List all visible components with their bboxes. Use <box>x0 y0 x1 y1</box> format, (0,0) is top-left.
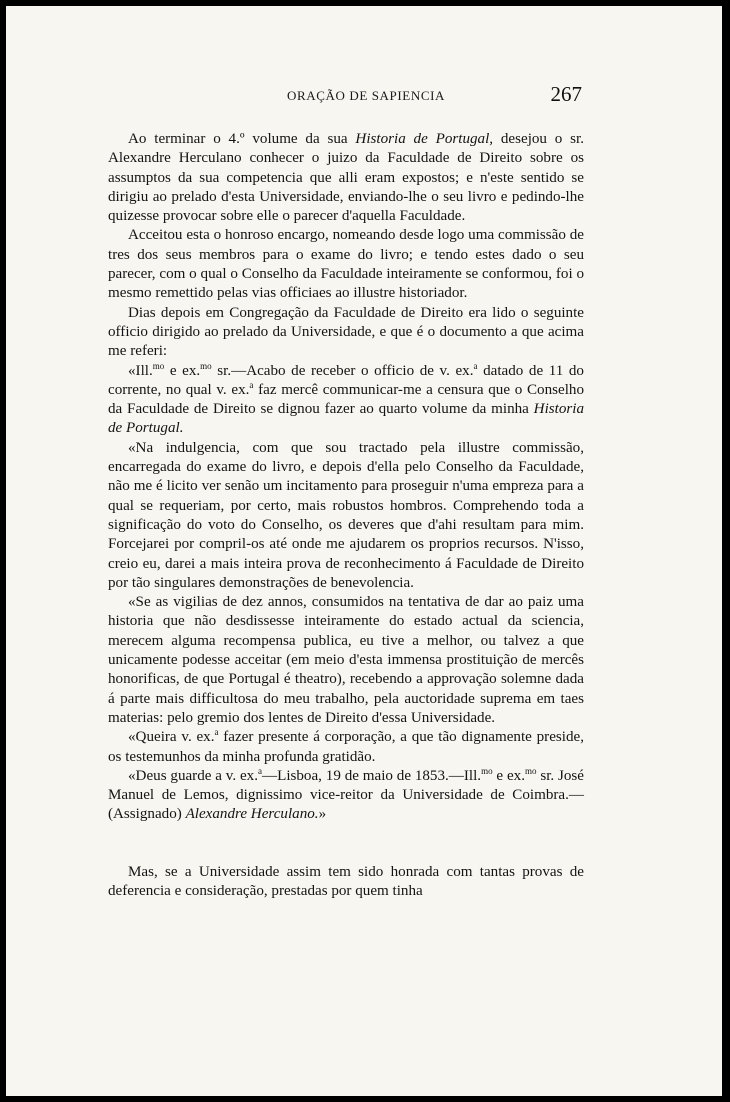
page-number: 267 <box>550 82 582 106</box>
paragraph-2: Acceitou esta o honroso encargo, nomeando desde logo uma commissão de tres dos seus membros para o exame do livro; e tendo estes dado o seu parecer, com o qual o Conselho da Faculdade inteiramente se conformou, foi o mesmo remettido pelas vias officiaes ao illustre historiador. <box>108 227 584 302</box>
letter-paragraph-4: «Queira v. ex.$^a$ fazer presente á corporação, a que tão dignamente preside, os testemunhos da minha profunda gratidão. <box>108 727 584 765</box>
body-text <box>108 130 584 901</box>
letter-paragraph-2: «Na indulgencia, com que sou tractado pela illustre commissão, encarregada do exame do livro, e depois d'ella pelo Conselho da Faculdade, não me é licito ver senão um incitamento para proseguir n'uma empreza para a qual se requeriam, por certo, mais robustos hombros. Comprehendo toda a significação do voto do Conselho, os deveres que d'ahi resultam para mim. Forcejarei por compril-os até onde me ajudarem os proprios recursos. N'isso, creio eu, darei a mais inteira prova de reconhecimento á Faculdade de Direito por tão singulares demonstrações de benevolencia. <box>108 439 584 591</box>
letter-closing: «Deus guarde a v. ex.$^a$—Lisboa, 19 de maio de 1853.—Ill.$^{mo}$ e ex.$^{mo}$ sr. José Manuel de Lemos, dignissimo vice-reitor da Universidade de Coimbra.—(Assignado) Alexandre Herculano.» <box>108 765 584 823</box>
letter-opening: «Ill.$^{mo}$ e ex.$^{mo}$ sr.—Acabo de receber o officio de v. ex.$^a$ datado de 11 do corrente, no qual v. ex.$^a$ faz mercê communicar-me a censura que o Conselho da Faculdade de Direito se dignou fazer ao quarto volume da minha Historia de Portugal. <box>108 360 584 437</box>
letter-paragraph-3: «Se as vigilias de dez annos, consumidos na tentativa de dar ao paiz uma historia que não desdissesse inteiramente do estado actual da sciencia, merecem alguma recompensa publica, eu tive a melhor, ou talvez a que unicamente podesse acceitar (em meio d'esta immensa prostituição de mercês honorificas, de que Portugal é theatro), recebendo a approvação solemne dada á parte mais difficultosa do meu trabalho, pela auctoridade suprema em taes materias: pelo gremio dos lentes de Direito d'essa Universidade. <box>108 594 584 726</box>
running-title: ORAÇÃO DE SAPIENCIA <box>286 88 446 103</box>
paragraph-1: Ao terminar o 4.º volume da sua Historia de Portugal, desejou o sr. Alexandre Herculano conhecer o juizo da Faculdade de Direito sobre os assumptos da sua competencia que alli eram expostos; e n'este sentido se dirigiu ao prelado d'esta Universidade, enviando-lhe o seu livro e pedindo-lhe quizesse provocar sobre elle o parecer d'aquella Faculdade. <box>108 131 584 225</box>
paragraph-final: Mas, se a Universidade assim tem sido honrada com tantas provas de deferencia e consideração, prestadas por quem tinha <box>108 863 584 899</box>
paragraph-3: Dias depois em Congregação da Faculdade de Direito era lido o seguinte officio dirigido ao prelado da Universidade, e que é o documento a que acima me referi: <box>108 304 584 360</box>
book-page <box>6 6 722 1096</box>
page-header <box>6 84 722 108</box>
